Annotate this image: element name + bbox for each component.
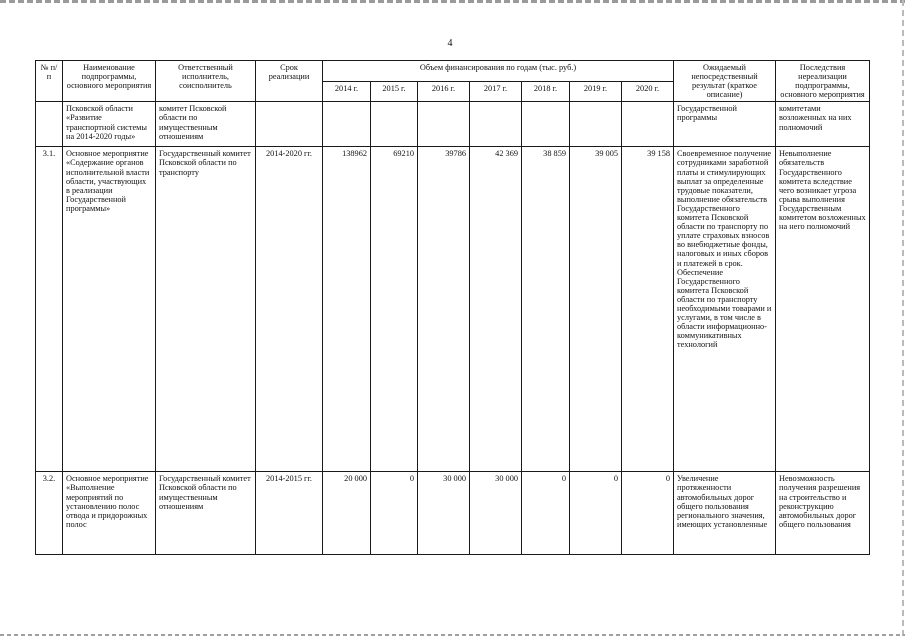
row-value: [371, 102, 418, 147]
row-value: [323, 102, 371, 147]
row-period: 2014-2015 гг.: [256, 472, 323, 555]
header-name: Наименование подпрограммы, основного мероприятия: [63, 61, 156, 102]
header-num: № п/п: [36, 61, 63, 102]
row-period: 2014-2020 гг.: [256, 147, 323, 472]
row-value: 30 000: [470, 472, 522, 555]
row-result: Государственной программы: [674, 102, 776, 147]
row-value: 20 000: [323, 472, 371, 555]
header-period: Срок реализации: [256, 61, 323, 102]
row-value: 39 005: [570, 147, 622, 472]
header-year: 2019 г.: [570, 81, 622, 102]
row-value: 39786: [418, 147, 470, 472]
row-num: 3.1.: [36, 147, 63, 472]
scan-edge-top: [0, 0, 905, 3]
table-row: [36, 147, 870, 472]
row-num: [36, 102, 63, 147]
row-value: 30 000: [418, 472, 470, 555]
row-executor: комитет Псковской области по имущественным отношениям: [156, 102, 256, 147]
header-funding-title: Объем финансирования по годам (тыс. руб.): [323, 61, 674, 82]
header-row: [36, 61, 870, 82]
row-value: 0: [570, 472, 622, 555]
header-year: 2020 г.: [622, 81, 674, 102]
header-year: 2018 г.: [522, 81, 570, 102]
row-value: 0: [522, 472, 570, 555]
row-value: 138962: [323, 147, 371, 472]
header-executor: Ответственный исполнитель, соисполнитель: [156, 61, 256, 102]
funding-table: [35, 60, 870, 555]
row-value: 0: [622, 472, 674, 555]
row-executor: Государственный комитет Псковской области по транспорту: [156, 147, 256, 472]
row-value: 38 859: [522, 147, 570, 472]
row-result: Своевременное получение сотрудниками заработной платы и стимулирующих выплат за определенные трудовые показатели, выполнение обязательств Государственного комитета Псковской области по транспорту по уплате страховых взносов во внебюджетные фонды, налоговых и иных сборов и платежей в срок. Обеспечение Государственного комитета Псковской области по транспорту необходимыми товарами и услугами, в том числе в области информационно-коммуникативных технологий: [674, 147, 776, 472]
row-value: 0: [371, 472, 418, 555]
row-name: Основное мероприятие «Содержание органов исполнительной власти области, участвующих в реализации Государственной программы»: [63, 147, 156, 472]
row-name: Псковской области «Развитие транспортной системы на 2014-2020 годы»: [63, 102, 156, 147]
scan-edge-bottom: [0, 634, 905, 636]
row-value: [570, 102, 622, 147]
header-year: 2015 г.: [371, 81, 418, 102]
header-year: 2014 г.: [323, 81, 371, 102]
row-value: 42 369: [470, 147, 522, 472]
row-name: Основное мероприятие «Выполнение мероприятий по установлению полос отвода и придорожных полос: [63, 472, 156, 555]
row-value: [470, 102, 522, 147]
header-consequences: Последствия нереализации подпрограммы, основного мероприятия: [776, 61, 870, 102]
row-period: [256, 102, 323, 147]
row-value: [418, 102, 470, 147]
header-result: Ожидаемый непосредственный результат (краткое описание): [674, 61, 776, 102]
row-consequences: Невозможность получения разрешения на строительство и реконструкцию автомобильных дорог общего пользования: [776, 472, 870, 555]
row-consequences: комитетами возложенных на них полномочий: [776, 102, 870, 147]
row-value: 69210: [371, 147, 418, 472]
header-year: 2017 г.: [470, 81, 522, 102]
row-consequences: Невыполнение обязательств Государственного комитета вследствие чего возникает угроза срыва выполнения Государственным комитетом возложенных на него полномочий: [776, 147, 870, 472]
page-number: 4: [447, 38, 453, 49]
row-value: [622, 102, 674, 147]
scan-edge-right: [902, 0, 904, 640]
table-row: [36, 472, 870, 555]
row-value: [522, 102, 570, 147]
row-num: 3.2.: [36, 472, 63, 555]
table-row: [36, 102, 870, 147]
row-executor: Государственный комитет Псковской области по имущественным отношениям: [156, 472, 256, 555]
header-year: 2016 г.: [418, 81, 470, 102]
row-result: Увеличение протяженности автомобильных дорог общего пользования регионального значения, имеющих установленные: [674, 472, 776, 555]
row-value: 39 158: [622, 147, 674, 472]
